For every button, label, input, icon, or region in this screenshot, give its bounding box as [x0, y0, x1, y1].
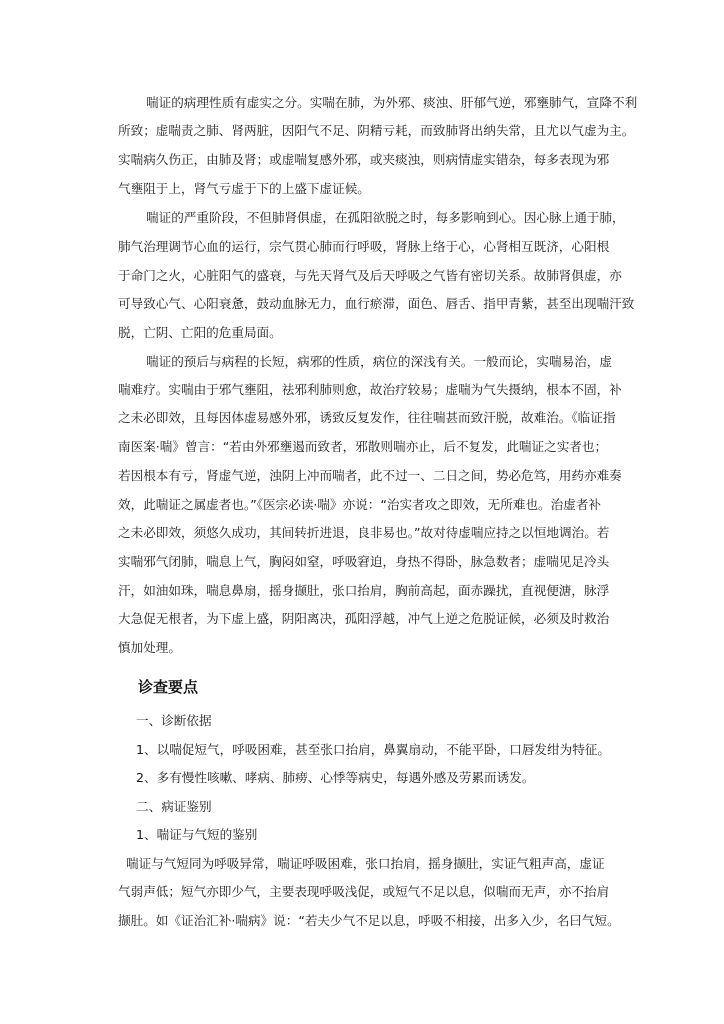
diagnosis-item-2: 2、多有慢性咳嗽、哮病、肺痨、心悸等病史，每遇外感及劳累而诱发。: [136, 770, 535, 785]
paragraph-3-line-10: 大急促无根者，为下虚上盛，阴阳离决，孤阳浮越，冲气上逆之危脱证候，必须及时救治: [118, 611, 610, 626]
paragraph-3-line-4: 南医案·喘》曾言：“若由外邪壅遏而致者，邪散则喘亦止，后不复发，此喘证之实者也；: [118, 439, 608, 454]
section-heading: 诊查要点: [138, 678, 199, 696]
diagnosis-item-1: 1、以喘促短气，呼吸困难，甚至张口抬肩，鼻翼扇动，不能平卧，口唇发绀为特征。: [136, 742, 610, 757]
paragraph-3-line-8: 实喘邪气闭肺，喘息上气，胸闷如窒，呼吸窘迫，身热不得卧，脉急数者；虚喘见足冷头: [118, 554, 610, 569]
paragraph-2-line-3: 于命门之火，心脏阳气的盛衰，与先天肾气及后天呼吸之气皆有密切关系。故肺肾俱虚，亦: [118, 268, 622, 283]
paragraph-2-line-5: 脱，亡阴、亡阳的危重局面。: [118, 325, 282, 340]
paragraph-3-line-1: 喘证的预后与病程的长短，病邪的性质，病位的深浅有关。一般而论，实喘易治，虚: [146, 354, 612, 369]
paragraph-1-line-4: 气壅阻于上，肾气亏虚于下的上盛下虚证候。: [118, 181, 370, 196]
paragraph-3-line-7: 之未必即效，须悠久成功，其间转折进退，良非易也。”故对待虚喘应持之以恒地调治。若: [118, 525, 610, 540]
paragraph-1-line-2: 所致；虚喘责之肺、肾两脏，因阳气不足、阴精亏耗，而致肺肾出纳失常，且尤以气虚为主。: [118, 123, 635, 138]
paragraph-3-line-3: 之未必即效，且每因体虚易感外邪，诱致反复发作，往往喘甚而致汗脱，故难治。《临证指: [118, 410, 616, 425]
paragraph-2-line-4: 可导致心气、心阳衰惫，鼓动血脉无力，血行瘀滞，面色、唇舌、指甲青紫，甚至出现喘汗致: [118, 296, 635, 311]
subheading-asthma-vs-shortness: 1、喘证与气短的鉴别: [136, 827, 258, 842]
paragraph-3-line-5: 若因根本有亏，肾虚气逆，浊阴上冲而喘者，此不过一、二日之间，势必危笃，用药亦难奏: [118, 468, 622, 483]
paragraph-3-line-9: 汗，如油如珠，喘息鼻扇，摇身撷肚，张口抬肩，胸前高起，面赤躁扰，直视便溏，脉浮: [118, 583, 610, 598]
paragraph-1-line-3: 实喘病久伤正，由肺及肾；或虚喘复感外邪，或夹痰浊，则病情虚实错杂，每多表现为邪: [118, 152, 610, 167]
paragraph-3-line-11: 慎加处理。: [118, 640, 181, 655]
paragraph-3-line-2: 喘难疗。实喘由于邪气壅阻，祛邪利肺则愈，故治疗较易；虚喘为气失摄纳，根本不固，补: [118, 382, 622, 397]
paragraph-4-line-3: 撷肚。如《证治汇补·喘病》说：“若夫少气不足以息，呼吸不相接，出多入少，名曰气短。: [118, 913, 620, 928]
subheading-differentiation: 二、病证鉴别: [136, 799, 212, 814]
paragraph-2-line-1: 喘证的严重阶段，不但肺肾俱虚，在孤阳欲脱之时，每多影响到心。因心脉上通于肺，: [146, 210, 625, 225]
paragraph-1-line-1: 喘证的病理性质有虚实之分。实喘在肺，为外邪、痰浊、肝郁气逆，邪壅肺气，宣降不利: [146, 95, 638, 110]
paragraph-4-line-2: 气弱声低；短气亦即少气，主要表现呼吸浅促，或短气不足以息，似喘而无声，亦不抬肩: [118, 884, 610, 899]
paragraph-3-line-6: 效，此喘证之属虚者也。”《医宗必读·喘》亦说：“治实者攻之即效，无所难也。治虚者补: [118, 497, 602, 512]
paragraph-4-line-1: 喘证与气短同为呼吸异常，喘证呼吸困难，张口抬肩，摇身撷肚，实证气粗声高，虚证: [126, 856, 605, 871]
subheading-diagnosis-basis: 一、诊断依据: [136, 713, 212, 728]
paragraph-2-line-2: 肺气治理调节心血的运行，宗气贯心肺而行呼吸，肾脉上络于心，心肾相互既济，心阳根: [118, 239, 610, 254]
